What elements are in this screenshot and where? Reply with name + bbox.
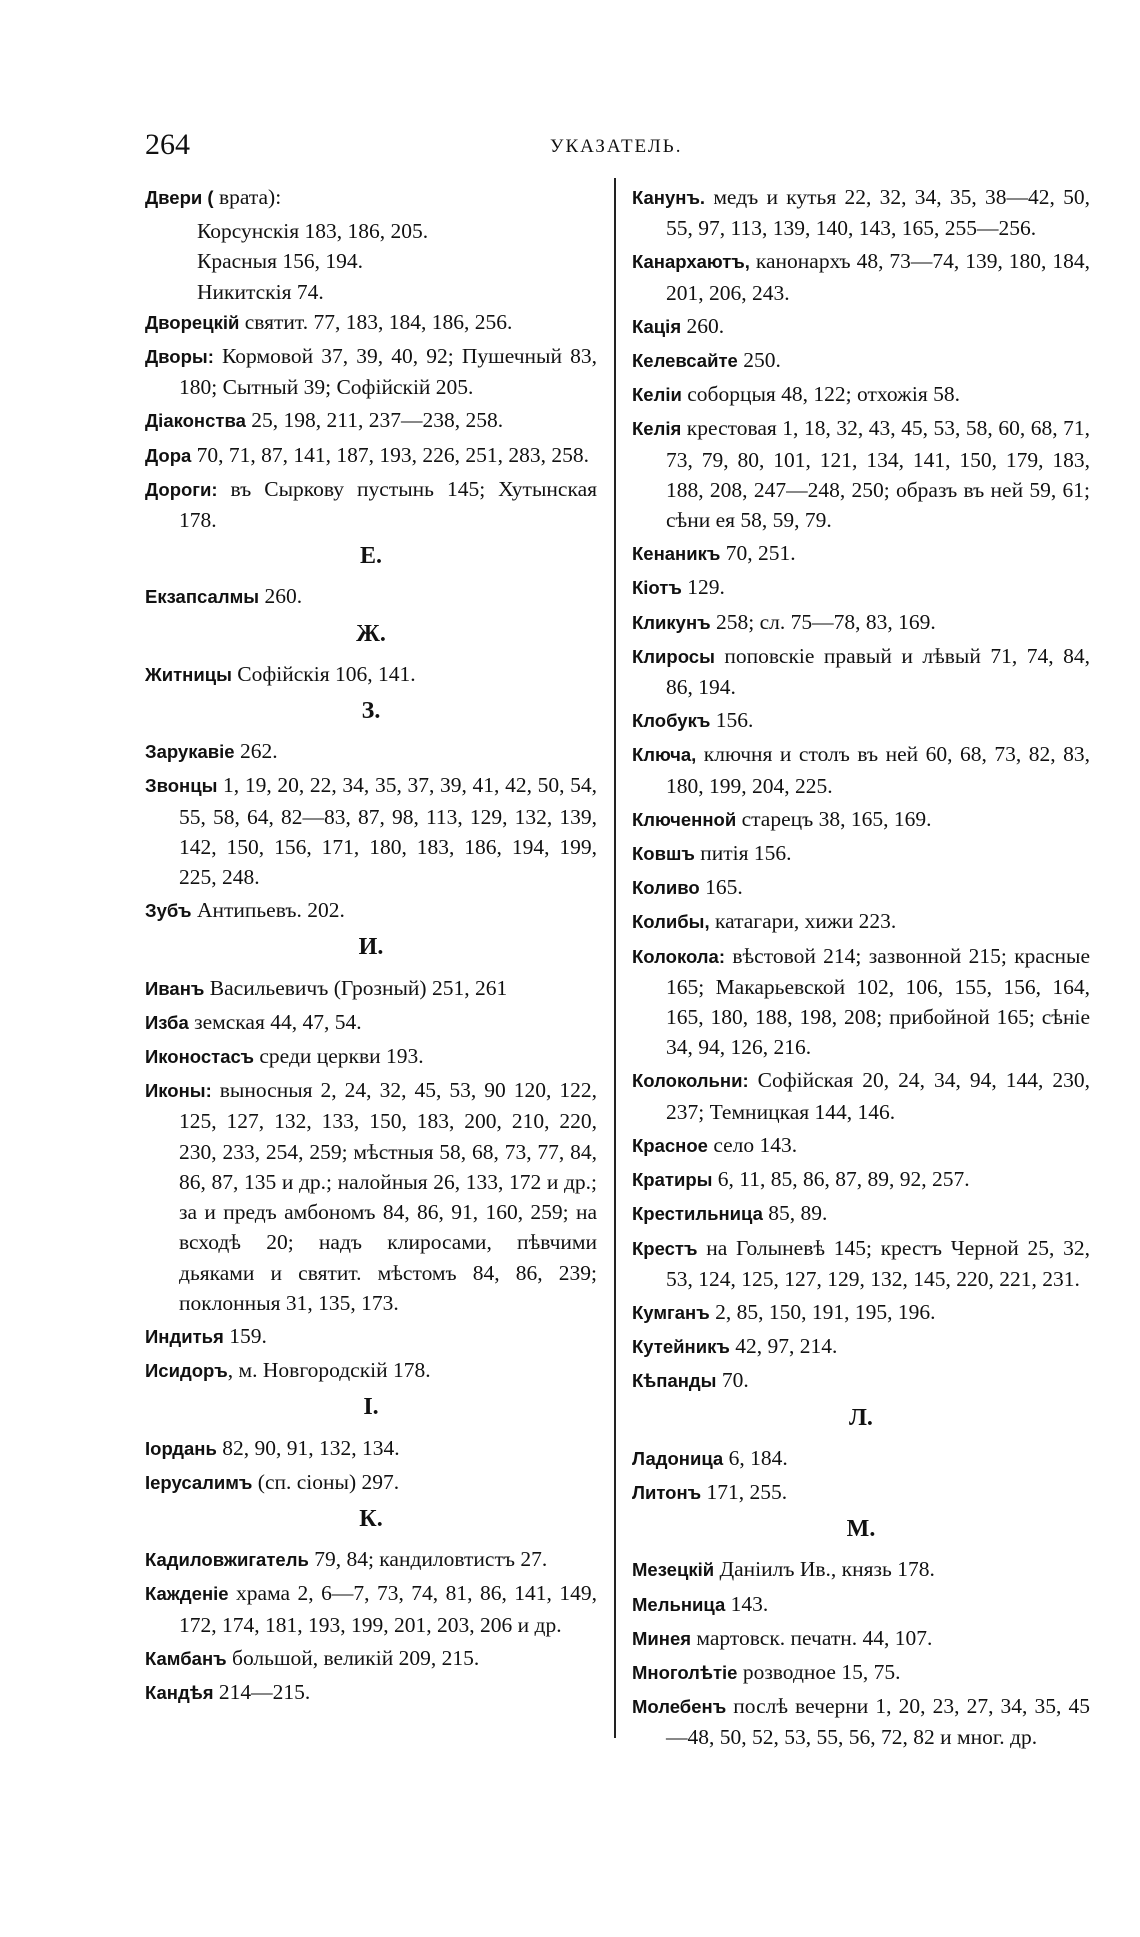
section-letter: М. xyxy=(846,1516,876,1543)
entry-headword: Іерусалимъ xyxy=(145,1471,253,1493)
entry-references: село 143. xyxy=(707,1132,798,1157)
entry-headword: Житницы xyxy=(145,663,232,685)
entry-headword: Индитья xyxy=(145,1325,224,1347)
entry-headword: Екзапсалмы xyxy=(145,586,260,608)
entry-headword: Келія xyxy=(632,418,682,440)
running-title: УКАЗАТЕЛЬ. xyxy=(550,136,683,157)
index-entry xyxy=(632,1623,1090,1654)
index-subentry: Корсунскія 183, 186, 205. xyxy=(197,219,429,244)
entry-references: 25, 198, 211, 237—238, 258. xyxy=(245,408,504,433)
entry-headword: Многолѣтіе xyxy=(632,1661,738,1683)
index-entry xyxy=(632,1297,1090,1328)
entry-references: поповскіе правый и лѣвый 71, 74, 84, 86, 194. xyxy=(666,643,1090,700)
index-entry xyxy=(145,1544,597,1575)
index-entry xyxy=(145,474,597,535)
entry-headword: Кратиры xyxy=(632,1169,713,1191)
entry-references: 70, 71, 87, 141, 187, 193, 226, 251, 283, 258. xyxy=(191,442,590,467)
index-entry xyxy=(145,1578,597,1639)
entry-references: на Голыневѣ 145; крестъ Черной 25, 32, 53, 124, 125, 127, 129, 132, 145, 220, 221, 231. xyxy=(666,1235,1090,1291)
entry-headword: Дора xyxy=(145,444,192,466)
entry-references: старецъ 38, 165, 169. xyxy=(736,806,932,831)
section-letter: К. xyxy=(359,1505,383,1532)
entry-references: розводное 15, 75. xyxy=(737,1659,901,1684)
entry-headword: Коливо xyxy=(632,877,700,899)
entry-references: 6, 184. xyxy=(723,1445,788,1470)
entry-references: ключня и столъ въ ней 60, 68, 73, 82, 83, 180, 199, 204, 225. xyxy=(666,742,1090,798)
index-entry xyxy=(632,1164,1090,1195)
index-entry xyxy=(632,739,1090,800)
index-entry xyxy=(145,736,597,767)
entry-references: Васильевичъ (Грозный) 251, 261 xyxy=(204,975,508,1000)
entry-headword: Іордань xyxy=(145,1437,217,1459)
entry-references: 6, 11, 85, 86, 87, 89, 92, 257. xyxy=(712,1167,970,1192)
entry-references: Софійская 20, 24, 34, 94, 144, 230, 237; Темницкая 144, 146. xyxy=(666,1068,1090,1124)
entry-references: Кормовой 37, 39, 40, 92; Пушечный 83, 180; Сытный 39; Софійскій 205. xyxy=(179,344,597,400)
index-entry xyxy=(145,770,597,892)
entry-references: крестовая 1, 18, 32, 43, 45, 53, 58, 60, 68, 71, 73, 79, 80, 101, 121, 134, 141, 150, 179, 183, 188, 208, 247—248, 250; образъ въ ней 59, 61; сѣни ея 58, 59, 79. xyxy=(666,416,1090,533)
entry-references: 1, 19, 20, 22, 34, 35, 37, 39, 41, 42, 50, 54, 55, 58, 64, 82—83, 87, 98, 113, 129, 132, 139, 142, 150, 156, 171, 180, 183, 186, 194, 199, 225, 248. xyxy=(179,773,597,890)
entry-references: земская 44, 47, 54. xyxy=(188,1009,362,1034)
entry-references: Даніилъ Ив., князь 178. xyxy=(714,1557,935,1582)
entry-references: 143. xyxy=(725,1591,769,1616)
entry-references: 159. xyxy=(223,1323,267,1348)
entry-references: святит. 77, 183, 184, 186, 256. xyxy=(239,309,513,334)
index-entry xyxy=(145,405,597,436)
index-entry xyxy=(145,1467,597,1498)
entry-references: катагари, хижи 223. xyxy=(709,909,897,934)
entry-references: 262. xyxy=(234,739,278,764)
page-header xyxy=(145,128,1085,168)
index-entry xyxy=(145,659,597,690)
index-entry xyxy=(145,1677,597,1708)
entry-headword: Діаконства xyxy=(145,410,246,432)
index-entry xyxy=(145,307,597,338)
entry-headword: Ладоница xyxy=(632,1447,724,1469)
entry-headword: Келіи xyxy=(632,384,682,406)
index-entry xyxy=(632,413,1090,535)
entry-headword: Кѣпанды xyxy=(632,1370,717,1392)
index-entry xyxy=(632,1443,1090,1474)
entry-headword: Канархаютъ, xyxy=(632,251,750,273)
index-entry xyxy=(145,182,597,213)
index-entry xyxy=(632,1331,1090,1362)
entry-references: 260. xyxy=(681,313,725,338)
entry-headword: Ключа, xyxy=(632,744,697,766)
index-entry xyxy=(632,572,1090,603)
index-entry xyxy=(145,1321,597,1352)
entry-headword: Ключенной xyxy=(632,808,737,830)
entry-headword: Кутейникъ xyxy=(632,1336,730,1358)
index-entry xyxy=(632,1691,1090,1752)
index-entry xyxy=(632,1365,1090,1396)
index-entry xyxy=(632,538,1090,569)
entry-headword: Мезецкій xyxy=(632,1559,715,1581)
entry-references: 42, 97, 214. xyxy=(729,1334,838,1359)
section-letter: И. xyxy=(358,934,384,961)
entry-references: 129. xyxy=(681,575,725,600)
entry-headword: Ковшъ xyxy=(632,843,695,865)
entry-references: медъ и кутья 22, 32, 34, 35, 38—42, 50, 55, 97, 113, 139, 140, 143, 165, 255—256. xyxy=(666,185,1090,241)
entry-headword: Клиросы xyxy=(632,645,715,667)
index-entry xyxy=(632,872,1090,903)
index-entry xyxy=(632,182,1090,243)
entry-headword: Кація xyxy=(632,315,682,337)
entry-references: 2, 85, 150, 191, 195, 196. xyxy=(709,1299,936,1324)
index-entry xyxy=(632,641,1090,702)
entry-headword: Дворы: xyxy=(145,346,214,368)
entry-references: 70. xyxy=(716,1368,749,1393)
index-entry xyxy=(145,440,597,471)
index-entry xyxy=(145,1041,597,1072)
index-entry xyxy=(632,1130,1090,1161)
entry-headword: Колокольни: xyxy=(632,1070,749,1092)
index-entry xyxy=(632,607,1090,638)
entry-headword: Кажденіе xyxy=(145,1583,229,1605)
index-entry xyxy=(632,1554,1090,1585)
index-entry xyxy=(632,246,1090,307)
entry-references: 250. xyxy=(737,348,781,373)
entry-headword: Минея xyxy=(632,1627,692,1649)
entry-headword: Келевсайте xyxy=(632,350,738,372)
index-entry xyxy=(632,1198,1090,1229)
index-entry xyxy=(632,838,1090,869)
index-subentry: Никитскія 74. xyxy=(197,279,324,304)
entry-references: послѣ вечерни 1, 20, 23, 27, 34, 35, 45—48, 50, 52, 53, 55, 56, 72, 82 и мног. др. xyxy=(666,1694,1090,1750)
index-entry xyxy=(145,1355,597,1386)
entry-headword: Литонъ xyxy=(632,1481,702,1503)
index-column-left xyxy=(145,182,597,1711)
entry-references: 85, 89. xyxy=(762,1201,828,1226)
entry-headword: Исидоръ xyxy=(145,1360,228,1382)
entry-references: 258; сл. 75—78, 83, 169. xyxy=(710,609,936,634)
entry-references: , м. Новгородскій 178. xyxy=(227,1358,431,1383)
entry-references: въ Сыркову пустынь 145; Хутынская 178. xyxy=(179,476,597,533)
entry-references: выносныя 2, 24, 32, 45, 53, 90 120, 122, 125, 127, 132, 133, 150, 183, 200, 210, 220, 230, 233, 254, 259; мѣстныя 58, 68, 73, 77, 84, 86, 87, 135 и др.; налойныя 26, 133, 172 и др.; за и предъ амбономъ 84, 86, 91, 160, 259; на всходѣ 20; надъ клиросами, пѣвчими дьяками и святит. мѣстомъ 84, 86, 239; поклонныя 31, 135, 173. xyxy=(179,1078,597,1315)
index-entry xyxy=(632,311,1090,342)
entry-references: 79, 84; кандиловтистъ 27. xyxy=(308,1547,548,1572)
entry-headword: Кандѣя xyxy=(145,1681,214,1703)
entry-headword: Дворецкій xyxy=(145,311,240,333)
index-entry xyxy=(145,341,597,402)
entry-headword: Иконы: xyxy=(145,1080,212,1102)
index-entry xyxy=(632,941,1090,1063)
entry-headword: Крестильница xyxy=(632,1203,763,1225)
index-subentry: Красныя 156, 194. xyxy=(197,249,364,274)
entry-headword: Крестъ xyxy=(632,1237,698,1259)
entry-headword: Колокола: xyxy=(632,945,725,967)
entry-headword: Двери ( xyxy=(145,187,214,208)
index-entry xyxy=(145,895,597,926)
index-entry xyxy=(632,906,1090,937)
entry-references: врата): xyxy=(213,185,282,209)
entry-references: Софійскія 106, 141. xyxy=(231,661,416,686)
index-entry xyxy=(145,1433,597,1464)
entry-headword: Изба xyxy=(145,1011,189,1033)
index-entry xyxy=(145,1007,597,1038)
entry-headword: Иванъ xyxy=(145,977,205,999)
index-entry xyxy=(632,379,1090,410)
entry-headword: Зарукавіе xyxy=(145,741,235,763)
index-entry xyxy=(145,973,597,1004)
entry-headword: Камбанъ xyxy=(145,1647,227,1669)
entry-headword: Мельница xyxy=(632,1593,726,1615)
section-letter: Е. xyxy=(359,543,382,570)
index-entry xyxy=(145,1643,597,1674)
entry-references: Антипьевъ. 202. xyxy=(191,898,345,923)
section-letter: З. xyxy=(361,698,381,725)
section-letter: І. xyxy=(363,1394,379,1421)
index-entry xyxy=(632,1657,1090,1688)
entry-references: мартовск. печатн. 44, 107. xyxy=(691,1625,933,1650)
entry-headword: Кумганъ xyxy=(632,1301,710,1323)
entry-headword: Кадиловжигатель xyxy=(145,1549,309,1571)
entry-references: канонархъ 48, 73—74, 139, 180, 184, 201, 206, 243. xyxy=(666,249,1090,305)
entry-references: соборцыя 48, 122; отхожія 58. xyxy=(681,382,961,407)
entry-references: 171, 255. xyxy=(701,1479,788,1504)
entry-headword: Колибы, xyxy=(632,911,710,933)
index-column-right xyxy=(632,182,1090,1756)
entry-references: большой, великій 209, 215. xyxy=(226,1645,480,1670)
index-entry xyxy=(145,1075,597,1318)
entry-references: среди церкви 193. xyxy=(254,1044,424,1069)
entry-references: вѣстовой 214; зазвонной 215; красные 165; Макарьевской 102, 106, 155, 156, 164, 165, 180, 188, 198, 208; прибойной 165; сѣніе 34, 94, 126, 216. xyxy=(666,943,1090,1060)
entry-headword: Звонцы xyxy=(145,775,218,797)
entry-headword: Красное xyxy=(632,1134,708,1156)
entry-headword: Кіотъ xyxy=(632,577,682,599)
entry-references: 214—215. xyxy=(213,1679,311,1704)
section-letter: Ж. xyxy=(356,620,386,647)
index-entry xyxy=(632,705,1090,736)
section-letter: Л. xyxy=(849,1404,873,1431)
entry-references: 82, 90, 91, 132, 134. xyxy=(216,1435,400,1460)
entry-references: питія 156. xyxy=(694,841,792,866)
entry-headword: Иконостасъ xyxy=(145,1046,255,1068)
entry-references: 260. xyxy=(259,584,303,609)
entry-headword: Канунъ. xyxy=(632,187,706,208)
index-entry xyxy=(632,1233,1090,1294)
entry-references: 156. xyxy=(710,708,754,733)
entry-references: 165. xyxy=(699,875,743,900)
entry-headword: Кенаникъ xyxy=(632,543,721,565)
entry-headword: Кликунъ xyxy=(632,611,711,633)
entry-references: храма 2, 6—7, 73, 74, 81, 86, 141, 149, 172, 174, 181, 193, 199, 201, 203, 206 и др. xyxy=(179,1581,597,1637)
entry-references: 70, 251. xyxy=(720,541,796,566)
index-entry xyxy=(145,581,597,612)
column-divider xyxy=(614,178,616,1738)
index-entry xyxy=(632,804,1090,835)
entry-headword: Зубъ xyxy=(145,900,192,922)
index-entry xyxy=(632,1477,1090,1508)
index-entry xyxy=(632,1589,1090,1620)
entry-headword: Дороги: xyxy=(145,478,218,500)
page-number: 264 xyxy=(145,128,190,161)
entry-headword: Молебенъ xyxy=(632,1696,727,1718)
entry-headword: Клобукъ xyxy=(632,710,711,732)
index-entry xyxy=(632,345,1090,376)
entry-references: (сп. сіоны) 297. xyxy=(252,1469,400,1494)
index-entry xyxy=(632,1065,1090,1126)
